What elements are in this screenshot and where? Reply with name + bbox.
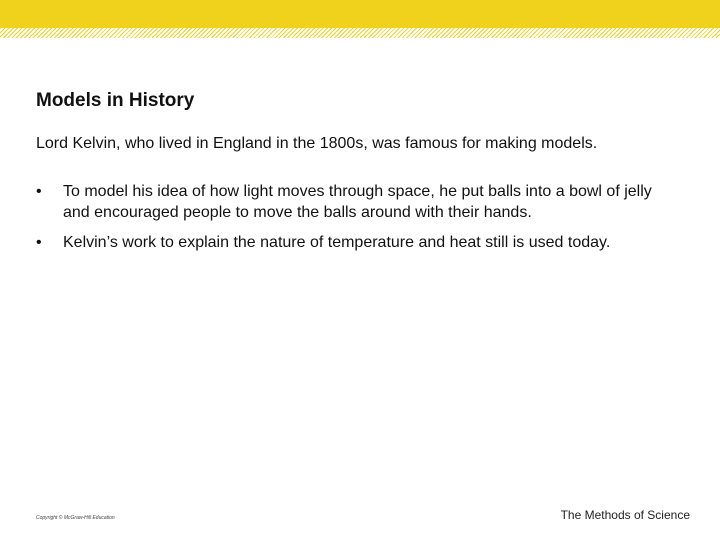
bullet-list [36,181,656,262]
header-stripe-pattern [0,28,720,38]
intro-paragraph: Lord Kelvin, who lived in England in the 1800s, was famous for making models. [36,135,598,152]
header-band [0,0,720,28]
bullet-text: Kelvin’s work to explain the nature of temperature and heat still is used today. [63,234,611,251]
footer-section-title: The Methods of Science [560,508,690,522]
bullet-item [36,181,656,223]
slide-title: Models in History [36,90,195,111]
bullet-item [36,232,656,253]
bullet-text: To model his idea of how light moves through space, he put balls into a bowl of jelly and encouraged people to move the balls around with their hands. [63,183,652,221]
copyright-notice: Copyright © McGraw-Hill Education [36,515,115,521]
bullet-icon: • [36,234,42,251]
bullet-icon: • [36,183,42,200]
